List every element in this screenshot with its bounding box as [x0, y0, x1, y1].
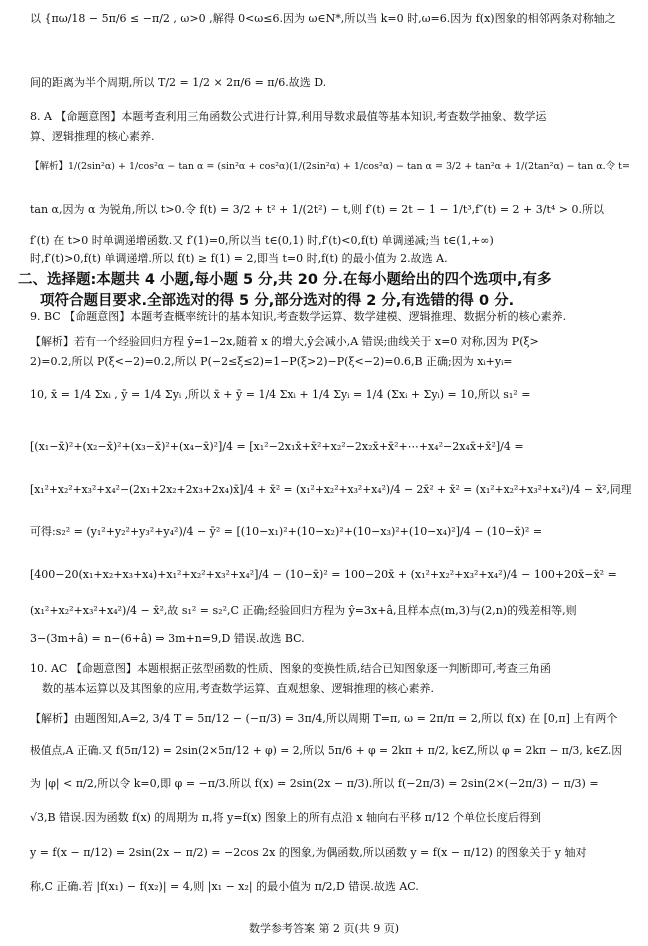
- section-heading-line-2: 项符合题目要求.全部选对的得 5 分,部分选对的得 2 分,有选错的得 0 分.: [40, 293, 515, 309]
- text-line: 10, x̄ = 1/4 Σxᵢ , ȳ = 1/4 Σyᵢ ,所以 x̄ + ȳ = 1/4 Σxᵢ + 1/4 Σyᵢ = 1/4 (Σxᵢ + Σyᵢ) = 10,所以 s₁² =: [30, 388, 531, 401]
- text-line: 间的距离为半个周期,所以 T/2 = 1/2 × 2π/6 = π/6.故选 D.: [30, 76, 327, 89]
- text-line: (x₁²+x₂²+x₃²+x₄²)/4 − x̄²,故 s₁² = s₂²,C 正确;经验回归方程为 ŷ=3x+â,且样本点(m,3)与(2,n)的残差相等,则: [30, 604, 577, 617]
- text-line: 【解析】1/(2sin²α) + 1/cos²α − tan α = (sin²α + cos²α)(1/(2sin²α) + 1/cos²α) − tan α = 3/2 + tan²α + 1/(2tan²α) − tan α.令 t=: [30, 161, 630, 172]
- text-line: √3,B 错误.因为函数 f(x) 的周期为 π,将 y=f(x) 图象上的所有点沿 x 轴向右平移 π/12 个单位长度后得到: [30, 811, 542, 824]
- text-line: 3−(3m+â) = n−(6+â) ⇒ 3m+n=9,D 错误.故选 BC.: [30, 632, 305, 645]
- text-line: 【解析】若有一个经验回归方程 ŷ=1−2x,随着 x 的增大,ŷ会减小,A 错误;曲线关于 x=0 对称,因为 P(ξ>: [30, 335, 539, 348]
- text-line: 2)=0.2,所以 P(ξ<−2)=0.2,所以 P(−2≤ξ≤2)=1−P(ξ>2)−P(ξ<−2)=0.6,B 正确;因为 xᵢ+yᵢ=: [30, 355, 513, 368]
- text-line: 数的基本运算以及其图象的应用,考查数学运算、直观想象、逻辑推理的核心素养.: [42, 682, 434, 695]
- section-heading-line-1: 二、选择题:本题共 4 小题,每小题 5 分,共 20 分.在每小题给出的四个选项中,有多: [18, 272, 552, 288]
- text-line: 称,C 正确.若 |f(x₁) − f(x₂)| = 4,则 |x₁ − x₂| 的最小值为 π/2,D 错误.故选 AC.: [30, 880, 419, 893]
- text-line: f′(t) 在 t>0 时单调递增函数.又 f′(1)=0,所以当 t∈(0,1) 时,f′(t)<0,f(t) 单调递减;当 t∈(1,+∞): [30, 234, 494, 247]
- text-line: 极值点,A 正确.又 f(5π/12) = 2sin(2×5π/12 + φ) = 2,所以 5π/6 + φ = 2kπ + π/2, k∈Z,所以 φ = 2kπ − π/3, k∈Z.因: [30, 744, 623, 757]
- text-line: 8. A 【命题意图】本题考查利用三角函数公式进行计算,利用导数求最值等基本知识,考查数学抽象、数学运: [30, 110, 547, 123]
- text-line: y = f(x − π/12) = 2sin(2x − π/2) = −2cos 2x 的图象,为偶函数,所以函数 y = f(x − π/12) 的图象关于 y 轴对: [30, 846, 587, 859]
- text-line: 时,f′(t)>0,f(t) 单调递增.所以 f(t) ≥ f(1) = 2,即当 t=0 时,f(t) 的最小值为 2.故选 A.: [30, 252, 448, 265]
- page-footer: 数学参考答案 第 2 页(共 9 页): [248, 922, 400, 935]
- text-line: 算、逻辑推理的核心素养.: [30, 130, 155, 143]
- text-line: 以 {πω/18 − 5π/6 ≤ −π/2 , ω>0 ,解得 0<ω≤6.因为 ω∈N*,所以当 k=0 时,ω=6.因为 f(x)图象的相邻两条对称轴之: [30, 12, 616, 25]
- text-line: [x₁²+x₂²+x₃²+x₄²−(2x₁+2x₂+2x₃+2x₄)x̄]/4 + x̄² = (x₁²+x₂²+x₃²+x₄²)/4 − 2x̄² + x̄² = (x₁²+x₂²+x₃²+x₄²)/4 − x̄²,同理: [30, 483, 632, 496]
- text-line: 10. AC 【命题意图】本题根据正弦型函数的性质、图象的变换性质,结合已知图象逐一判断即可,考查三角函: [30, 662, 551, 675]
- text-line: 为 |φ| < π/2,所以令 k=0,即 φ = −π/3.所以 f(x) = 2sin(2x − π/3).所以 f(−2π/3) = 2sin(2×(−2π/3) − π/3) =: [30, 777, 599, 790]
- text-line: 9. BC 【命题意图】本题考查概率统计的基本知识,考查数学运算、数学建模、逻辑推理、数据分析的核心素养.: [30, 310, 567, 323]
- text-line: [(x₁−x̄)²+(x₂−x̄)²+(x₃−x̄)²+(x₄−x̄)²]/4 = [x₁²−2x₁x̄+x̄²+x₂²−2x₂x̄+x̄²+⋯+x₄²−2x₄x̄+x̄²]/4 =: [30, 440, 524, 453]
- text-line: tan α,因为 α 为锐角,所以 t>0.令 f(t) = 3/2 + t² + 1/(2t²) − t,则 f′(t) = 2t − 1 − 1/t³,f″(t) = 2 + 3/t⁴ > 0.所以: [30, 203, 604, 216]
- text-line: 【解析】由题图知,A=2, 3/4 T = 5π/12 − (−π/3) = 3π/4,所以周期 T=π, ω = 2π/π = 2,所以 f(x) 在 [0,π] 上有两个: [30, 712, 618, 725]
- text-line: [400−20(x₁+x₂+x₃+x₄)+x₁²+x₂²+x₃²+x₄²]/4 − (10−x̄)² = 100−20x̄ + (x₁²+x₂²+x₃²+x₄²)/4 − 100+20x̄−x̄² =: [30, 568, 617, 581]
- text-line: 可得:s₂² = (y₁²+y₂²+y₃²+y₄²)/4 − ȳ² = [(10−x₁)²+(10−x₂)²+(10−x₃)²+(10−x₄)²]/4 − (10−x̄)² =: [30, 525, 543, 538]
